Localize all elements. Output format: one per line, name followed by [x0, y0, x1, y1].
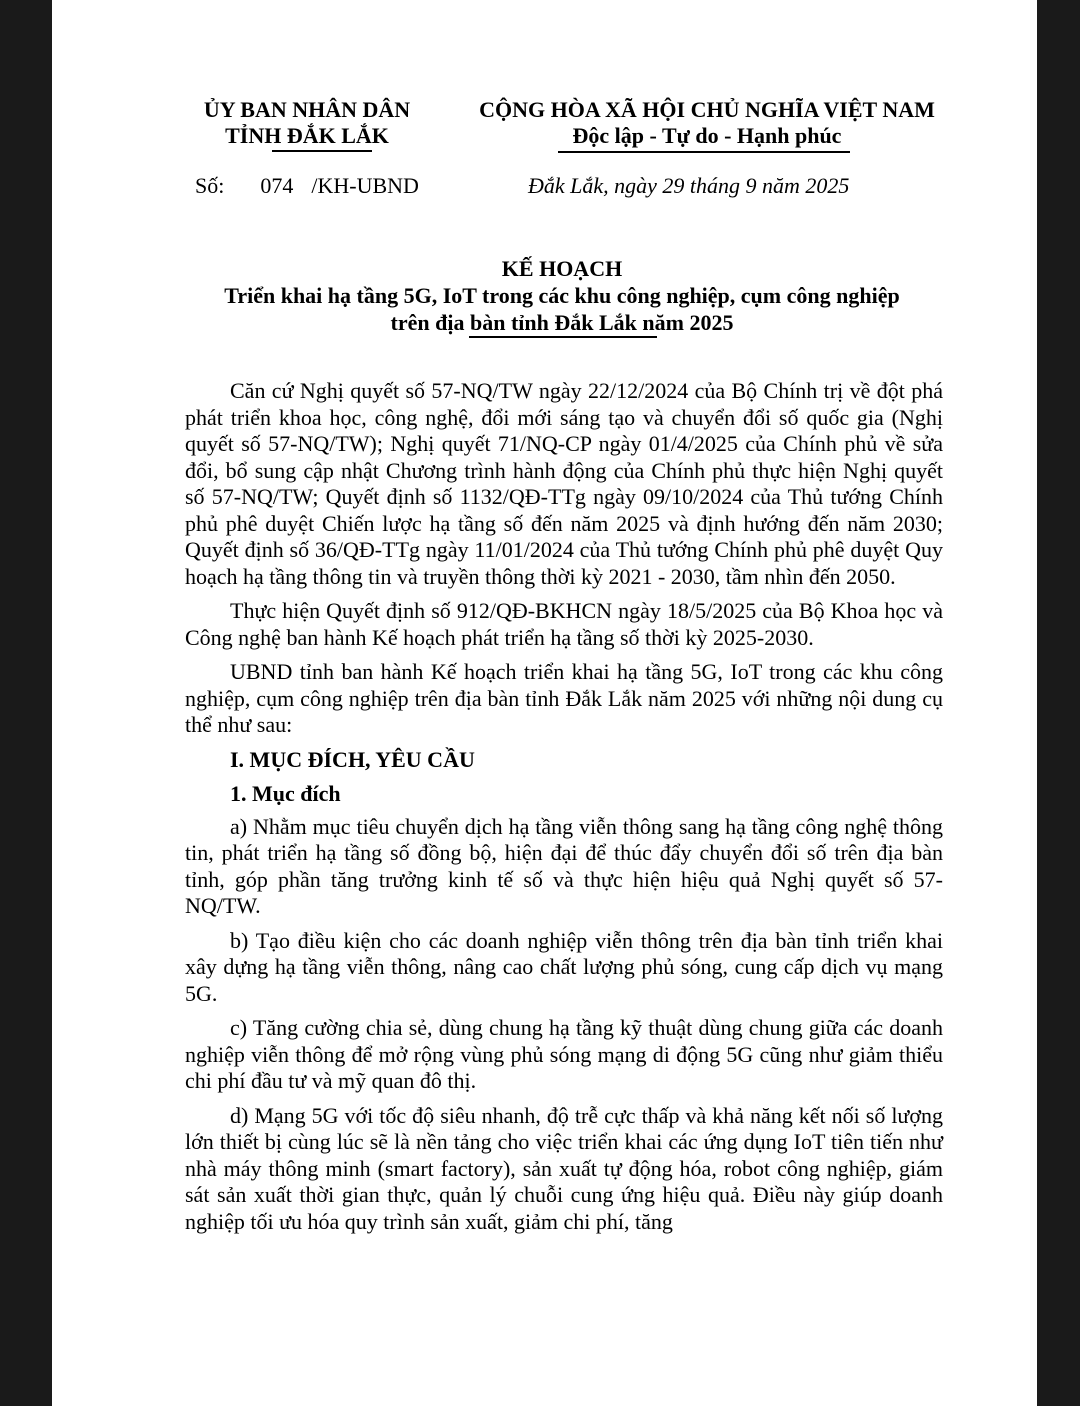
subsection-heading: 1. Mục đích	[230, 781, 341, 806]
paragraph-legal-basis: Căn cứ Nghị quyết số 57-NQ/TW ngày 22/12/2024 của Bộ Chính trị về đột phá phát triển khoa học, công nghệ, đổi mới sáng tạo và chuyển đổi số quốc gia (Nghị quyết số 57-NQ/TW); Nghị quyết 71/NQ-CP ngày 01/4/2025 của Chính phủ về sửa đổi, bổ sung cập nhật Chương trình hành động của Chính phủ thực hiện Nghị quyết số 57-NQ/TW; Quyết định số 1132/QĐ-TTg ngày 09/10/2024 của Thủ tướng Chính phủ phê duyệt Chiến lược hạ tầng số đến năm 2025 và định hướng đến năm 2030; Quyết định số 36/QĐ-TTg ngày 11/01/2024 của Thủ tướng Chính phủ phê duyệt Quy hoạch hạ tầng thông tin và truyền thông thời kỳ 2021 - 2030, tầm nhìn đến 2050.	[185, 378, 943, 589]
agency-header	[187, 97, 427, 149]
national-header	[472, 97, 942, 149]
document-title	[172, 255, 952, 336]
so-suffix: /KH-UBND	[311, 173, 419, 198]
document-body	[185, 378, 943, 1243]
title-line1: Triển khai hạ tầng 5G, IoT trong các khu công nghiệp, cụm công nghiệp	[224, 283, 900, 308]
section-heading: I. MỤC ĐÍCH, YÊU CẦU	[230, 746, 475, 772]
motto: Độc lập - Tự do - Hạnh phúc	[572, 123, 842, 148]
agency-name: ỦY BAN NHÂN DÂN	[203, 97, 411, 122]
paragraph-intro: UBND tỉnh ban hành Kế hoạch triển khai hạ tầng 5G, IoT trong các khu công nghiệp, cụm công nghiệp trên địa bàn tỉnh Đắk Lắk năm 2025 với những nội dung cụ thể như sau:	[185, 659, 943, 737]
list-item-a: a) Nhằm mục tiêu chuyển dịch hạ tầng viễn thông sang hạ tầng công nghệ thông tin, phát triển hạ tầng số đồng bộ, hiện đại để thúc đẩy chuyển đổi số trên địa bàn tỉnh, góp phần tăng trưởng kinh tế số và thực hiện hiệu quả Nghị quyết số 57-NQ/TW.	[185, 813, 943, 918]
title-type: KẾ HOẠCH	[501, 256, 623, 281]
document-number	[195, 172, 419, 200]
title-line2: trên địa bàn tỉnh Đắk Lắk năm 2025	[390, 310, 734, 335]
document-page	[52, 0, 1037, 1406]
document-date: Đắk Lắk, ngày 29 tháng 9 năm 2025	[528, 173, 850, 198]
so-number: 074	[260, 173, 294, 198]
list-item-b: b) Tạo điều kiện cho các doanh nghiệp viễn thông trên địa bàn tỉnh triển khai xây dựng hạ tầng viễn thông, nâng cao chất lượng phủ sóng, cung cấp dịch vụ mạng 5G.	[185, 927, 943, 1006]
so-label: Số:	[195, 173, 225, 198]
province-name: TỈNH ĐẮK LẮK	[225, 123, 389, 148]
paragraph-implementation: Thực hiện Quyết định số 912/QĐ-BKHCN ngày 18/5/2025 của Bộ Khoa học và Công nghệ ban hành Kế hoạch phát triển hạ tầng số thời kỳ 2025-2030.	[185, 598, 943, 650]
agency-underline	[272, 150, 372, 152]
title-underline	[469, 336, 657, 338]
motto-underline	[558, 151, 850, 153]
list-item-c: c) Tăng cường chia sẻ, dùng chung hạ tầng kỹ thuật dùng chung giữa các doanh nghiệp viễn thông để mở rộng vùng phủ sóng mạng di động 5G cũng như giảm thiểu chi phí đầu tư và mỹ quan đô thị.	[185, 1015, 943, 1093]
list-item-d: d) Mạng 5G với tốc độ siêu nhanh, độ trễ cực thấp và khả năng kết nối số lượng lớn thiết bị cùng lúc sẽ là nền tảng cho việc triển khai các ứng dụng IoT tiên tiến như nhà máy thông minh (smart factory), sản xuất tự động hóa, robot công nghiệp, giám sát sản xuất thời gian thực, quản lý chuỗi cung ứng hiệu quả. Điều này giúp doanh nghiệp tối ưu hóa quy trình sản xuất, giảm chi phí, tăng	[185, 1102, 943, 1234]
nation-title: CỘNG HÒA XÃ HỘI CHỦ NGHĨA VIỆT NAM	[479, 97, 935, 122]
